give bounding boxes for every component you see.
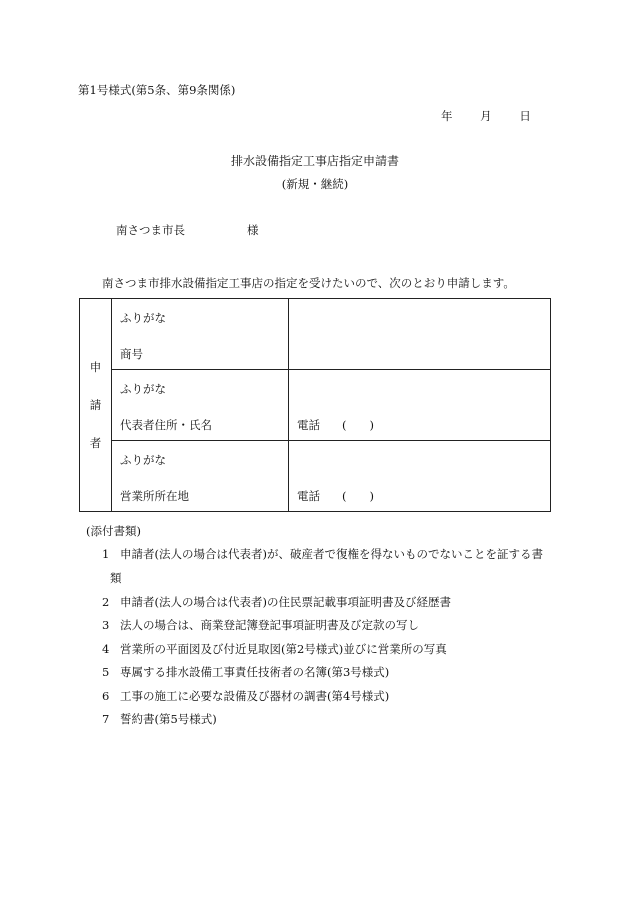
side-label-char: 者 xyxy=(89,436,102,450)
document-title: 排水設備指定工事店指定申請書 xyxy=(230,154,399,168)
furigana-label: ふりがな xyxy=(120,453,166,467)
item-number: 1 xyxy=(102,547,110,561)
furigana-label: ふりがな xyxy=(120,311,166,325)
trade-name-label-cell xyxy=(112,299,289,370)
list-item xyxy=(102,594,451,610)
item-text: 専属する排水設備工事責任技術者の名簿(第3号様式) xyxy=(120,665,390,679)
form-number: 第1号様式(第5条、第9条関係) xyxy=(78,83,236,97)
item-text: 申請者(法人の場合は代表者)の住民票記載事項証明書及び経歴書 xyxy=(120,595,451,609)
item-text: 工事の施工に必要な設備及び器材の調書(第4号様式) xyxy=(120,689,390,703)
representative-label: 代表者住所・氏名 xyxy=(120,418,212,432)
date-day-label: 日 xyxy=(519,109,531,123)
list-item xyxy=(102,711,217,727)
side-label-char: 請 xyxy=(89,398,102,412)
item-number: 4 xyxy=(102,642,110,656)
item-number: 6 xyxy=(102,689,110,703)
addressee-honorific: 様 xyxy=(247,223,259,237)
date-month-label: 月 xyxy=(480,109,492,123)
phone-parens: ( ) xyxy=(342,418,374,432)
representative-label-cell xyxy=(112,370,289,441)
addressee xyxy=(116,222,259,238)
office-location-label: 営業所所在地 xyxy=(120,489,189,503)
item-number: 5 xyxy=(102,665,110,679)
item-text: 申請者(法人の場合は代表者)が、破産者で復権を得ないものでないことを証する書 xyxy=(120,547,543,561)
list-item xyxy=(102,617,419,633)
list-item xyxy=(102,546,543,562)
document-subtitle: (新規・継続) xyxy=(281,177,349,191)
office-label-cell xyxy=(112,441,289,512)
item-text: 営業所の平面図及び付近見取図(第2号様式)並びに営業所の写真 xyxy=(120,642,447,656)
table-row xyxy=(80,370,551,441)
addressee-name: 南さつま市長 xyxy=(116,223,185,237)
item-continuation: 類 xyxy=(110,571,122,585)
furigana-label: ふりがな xyxy=(120,382,166,396)
phone-label: 電話 ( ) xyxy=(297,418,374,432)
list-item xyxy=(102,688,389,704)
phone-label: 電話 ( ) xyxy=(297,489,374,503)
trade-name-field[interactable] xyxy=(289,299,551,370)
item-number: 7 xyxy=(102,712,110,726)
representative-field[interactable] xyxy=(289,370,551,441)
list-item xyxy=(102,641,447,657)
date-year-label: 年 xyxy=(441,109,453,123)
office-location-field[interactable] xyxy=(289,441,551,512)
item-number: 3 xyxy=(102,618,110,632)
phone-parens: ( ) xyxy=(342,489,374,503)
applicant-table xyxy=(79,298,551,512)
intro-text: 南さつま市排水設備指定工事店の指定を受けたいので、次のとおり申請します。 xyxy=(102,276,515,290)
item-number: 2 xyxy=(102,595,110,609)
table-row xyxy=(80,299,551,370)
date-line xyxy=(441,108,531,124)
side-label-char: 申 xyxy=(89,360,102,374)
attachments-heading: (添付書類) xyxy=(86,524,141,538)
trade-name-label: 商号 xyxy=(120,347,143,361)
applicant-side-label xyxy=(80,299,112,512)
list-item xyxy=(102,664,389,680)
item-text: 誓約書(第5号様式) xyxy=(120,712,217,726)
item-text: 法人の場合は、商業登記簿登記事項証明書及び定款の写し xyxy=(120,618,419,632)
table-row xyxy=(80,441,551,512)
